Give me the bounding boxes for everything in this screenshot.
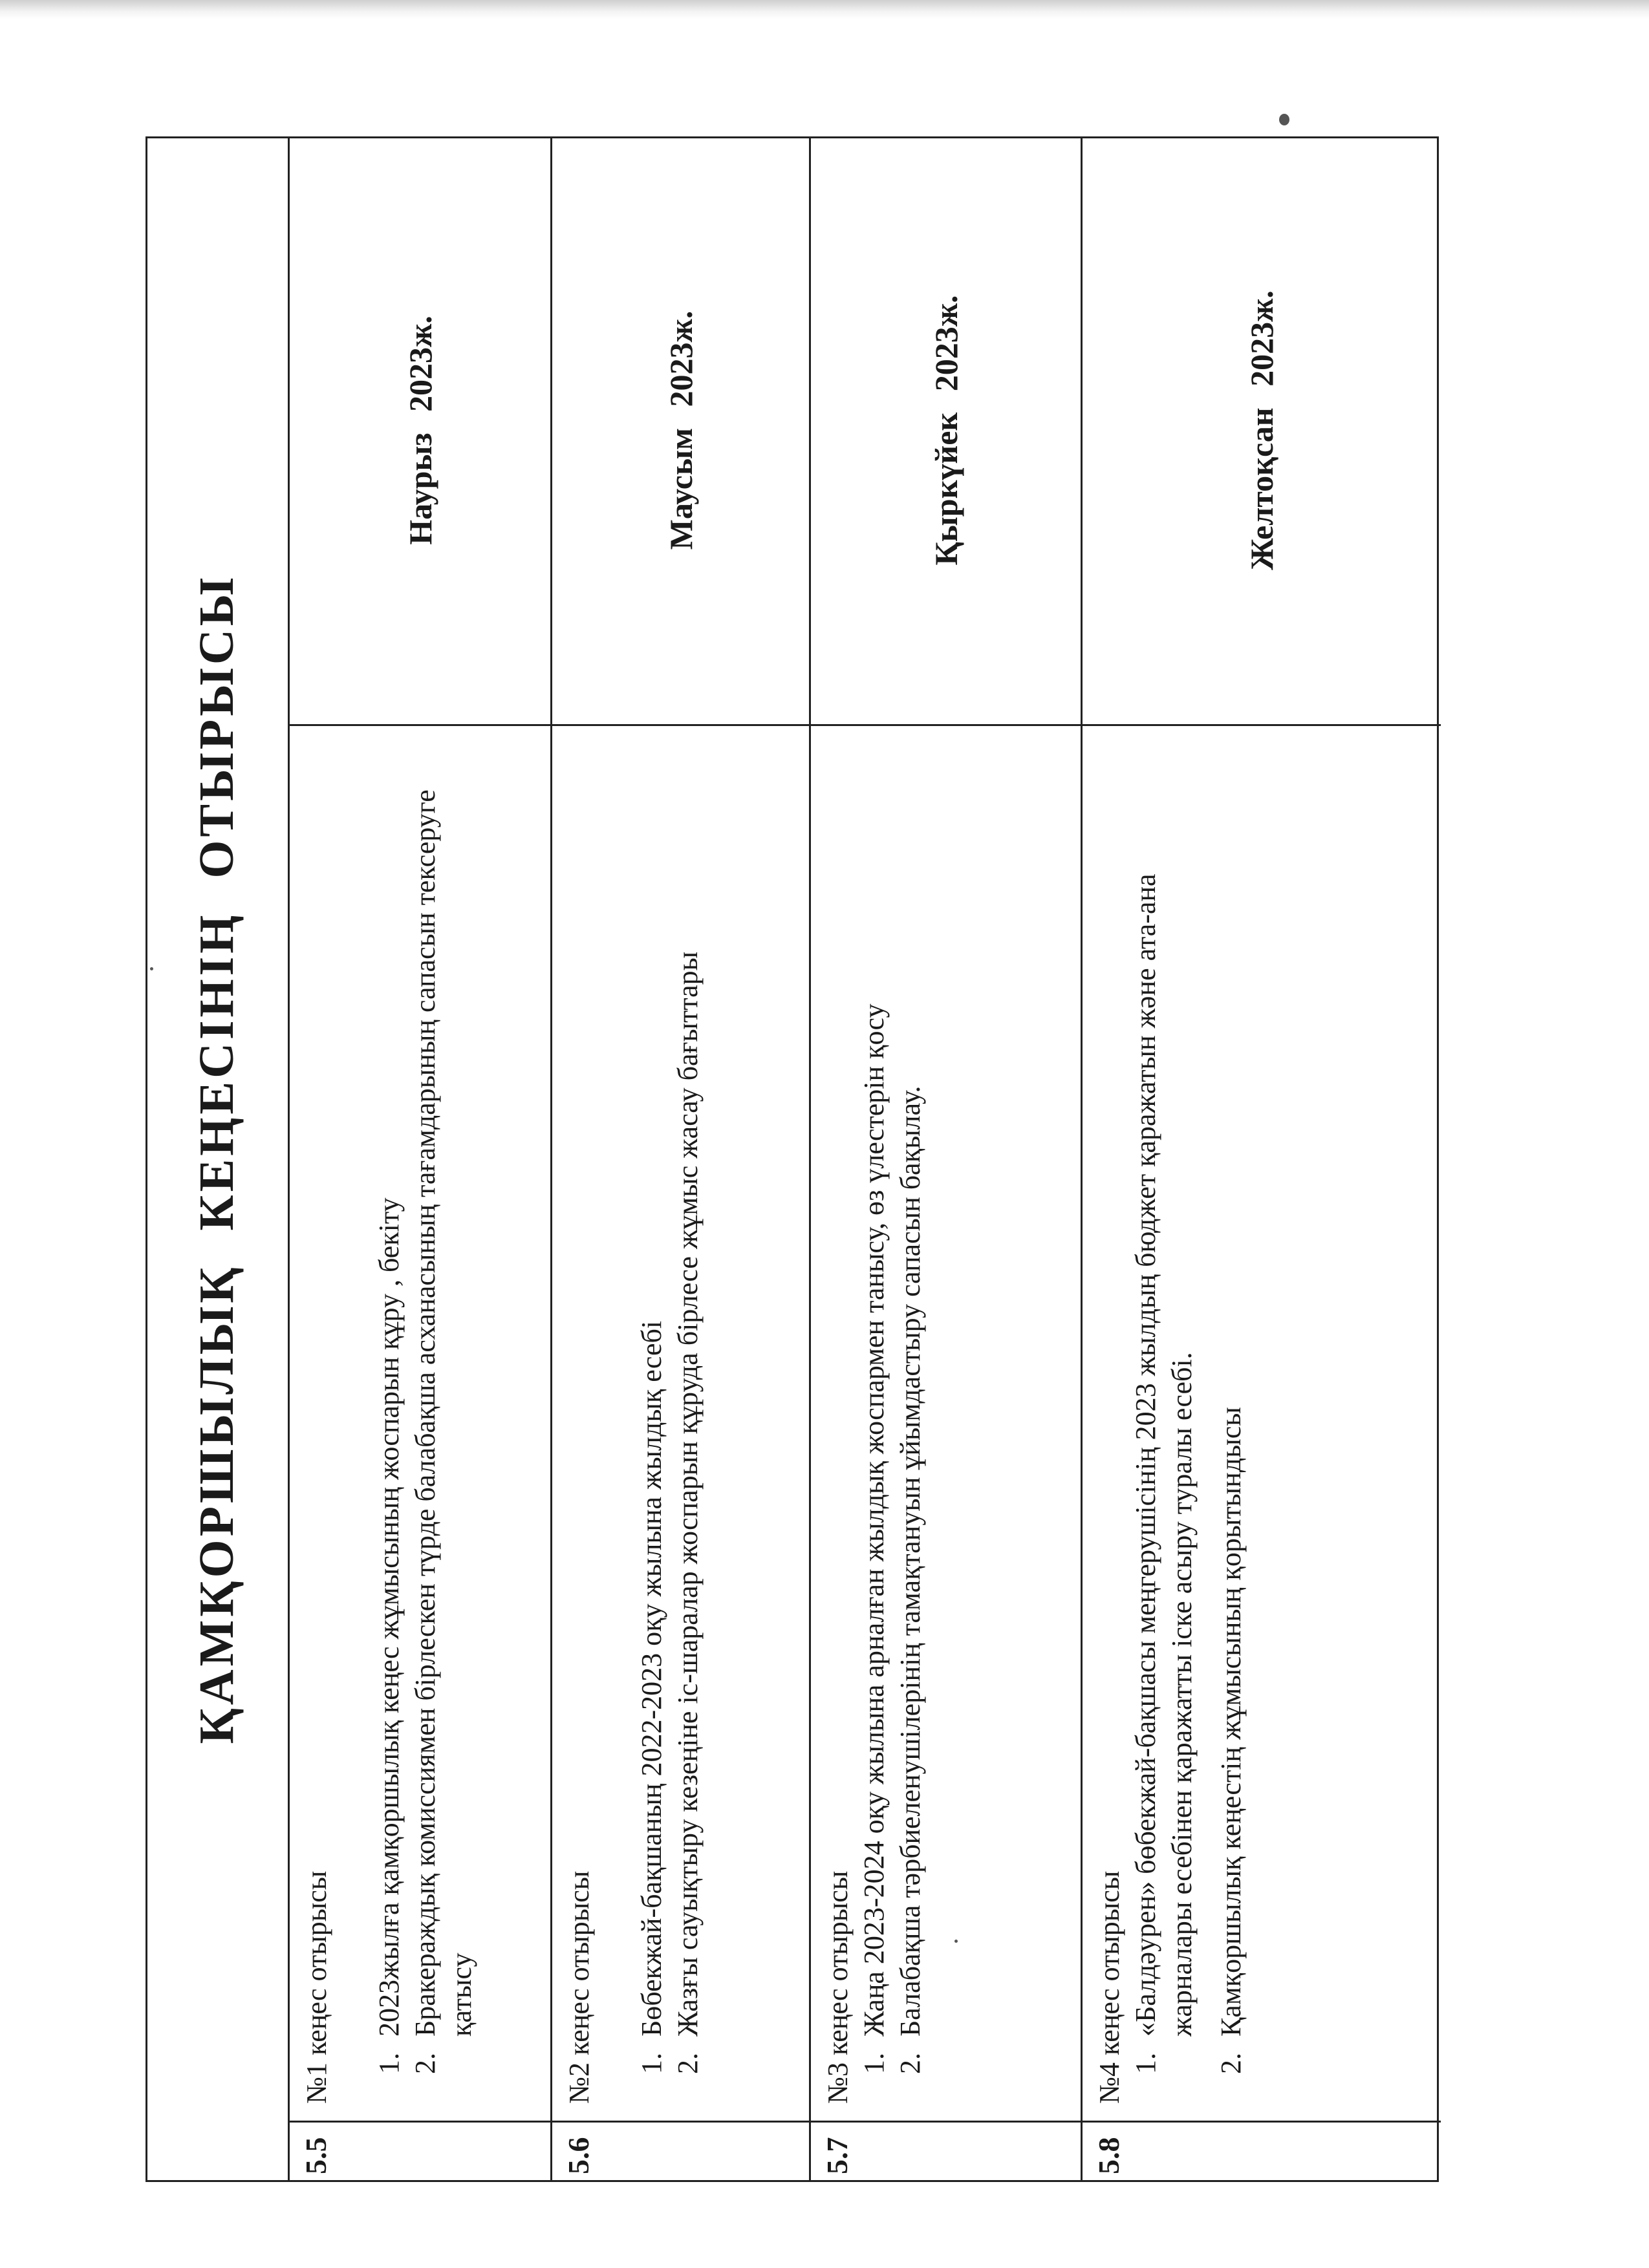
rotated-page (146, 136, 1439, 2182)
meeting-date: Қыркүйек 2023ж. (927, 295, 964, 566)
meeting-heading: №3 кеңес отырысы (822, 1870, 854, 2104)
scan-edge (0, 0, 1649, 19)
agenda-list (1128, 743, 1249, 2104)
agenda-item: 1. Жаңа 2023-2024 оқу жылына арналған жылдық жоспармен танысу, өз үлестерін қосу (856, 743, 892, 2046)
row-number: 5.8 (1083, 2121, 1441, 2182)
meeting-heading: №2 кеңес отырысы (563, 1870, 595, 2104)
meeting-heading: №1 кеңес отырысы (301, 1870, 332, 2104)
agenda-item: 2. Балабақша тәрбиеленушілерінің тамақтануын ұйымдастыру сапасын бақылау. (892, 743, 929, 2046)
agenda-item: 1. 2023жылға қамқоршылық кеңес жұмысының жоспарын құру , бекіту (371, 743, 407, 2046)
row-content (552, 724, 809, 2121)
meeting-heading: №4 кеңес отырысы (1094, 1870, 1125, 2104)
scan-speck (1279, 114, 1289, 125)
row-number: 5.7 (811, 2121, 1081, 2182)
meetings-table (288, 136, 1439, 2182)
agenda-item: 1. «Балдәурен» бөбекжай-бақшасы меңгерушісінің 2023 жылдың бюджет қаражатын және ата-ана жарналары есебінен қаражатты іске асыру туралы есебі. (1128, 743, 1200, 2046)
meeting-date: Наурыз 2023ж. (402, 316, 438, 545)
table-row (290, 136, 552, 2182)
meeting-date: Желтоқсан 2023ж. (1244, 290, 1280, 570)
agenda-list (856, 743, 929, 2104)
agenda-item: 2. Жазғы сауықтыру кезеңіне іс-шаралар жоспарын құруда бірлесе жұмыс жасау бағыттары (670, 743, 706, 2046)
table-row (811, 136, 1083, 2182)
row-content (1083, 724, 1441, 2121)
table-row (552, 136, 811, 2182)
agenda-list (371, 743, 480, 2104)
document-title: ҚАМҚОРШЫЛЫҚ КЕҢЕСІНІҢ ОТЫРЫСЫ (189, 574, 244, 1744)
row-number: 5.6 (552, 2121, 809, 2182)
agenda-item: 1. Бөбекжай-бақшаның 2022-2023 оқу жылына жылдық есебі (634, 743, 670, 2046)
agenda-item: 2. Бракераждық комиссиямен бірлескен түрде балабақша асханасының тағамдарының сапасын тексеруге қатысу (407, 743, 480, 2046)
agenda-item: 2. Қамқоршылық кеңестің жұмысының қорытындысы (1213, 743, 1249, 2046)
row-content (811, 724, 1081, 2121)
table-row (1083, 136, 1441, 2182)
meeting-date: Маусым 2023ж. (662, 310, 699, 550)
row-number: 5.5 (290, 2121, 550, 2182)
agenda-list (634, 743, 706, 2104)
row-content (290, 724, 550, 2121)
